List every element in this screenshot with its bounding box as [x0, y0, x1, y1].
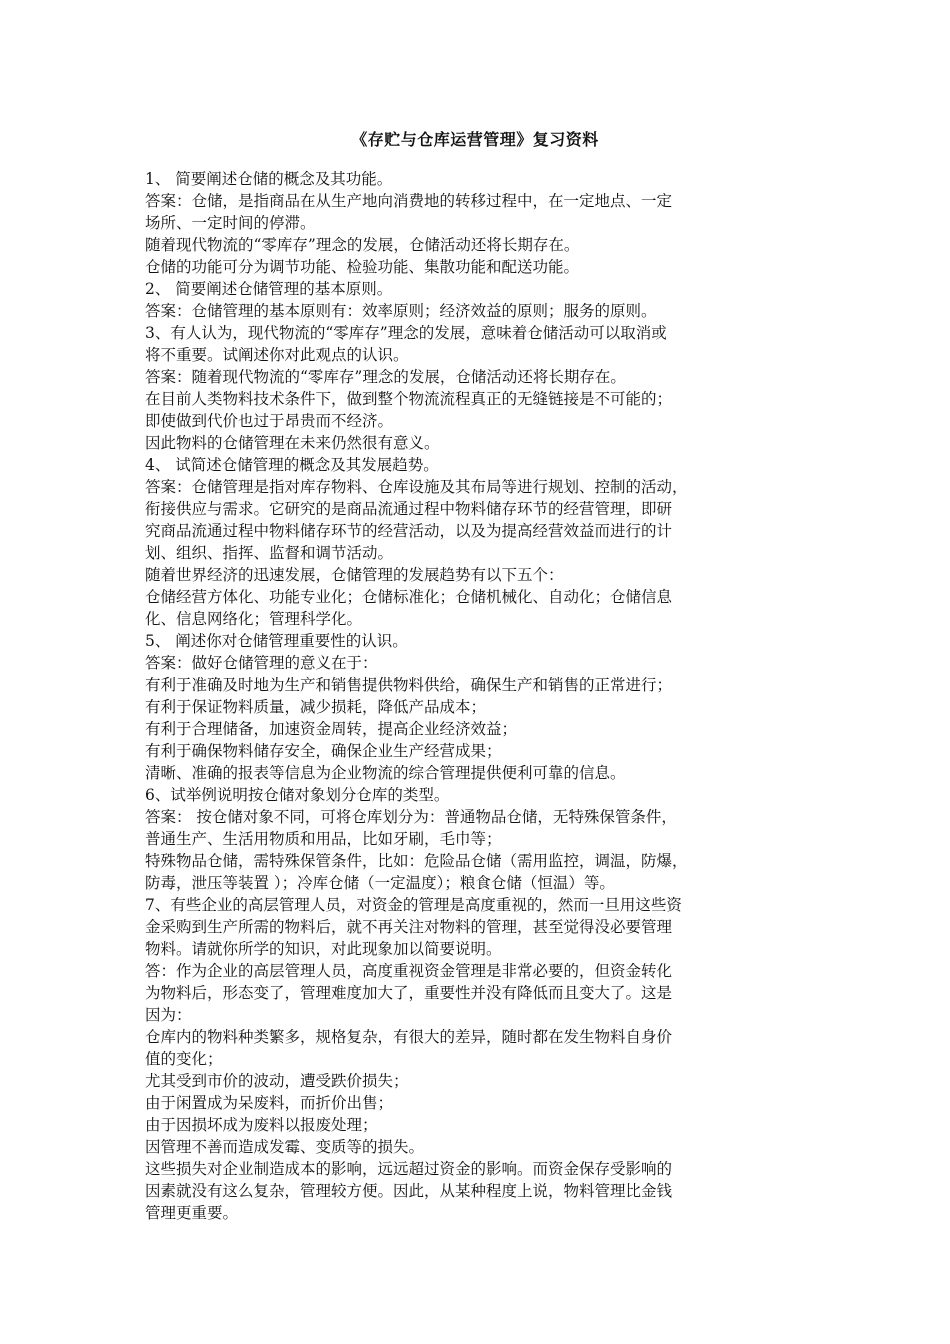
text-line: 随着世界经济的迅速发展，仓储管理的发展趋势有以下五个：	[145, 566, 564, 584]
text-line: 清晰、准确的报表等信息为企业物流的综合管理提供便利可靠的信息。	[145, 764, 626, 782]
text-line: 5、 阐述你对仓储管理重要性的认识。	[145, 632, 408, 650]
text-line: 究商品流通过程中物料储存环节的经营活动，以及为提高经营效益而进行的计	[145, 522, 673, 540]
text-line: 金采购到生产所需的物料后，就不再关注对物料的管理，甚至觉得没必要管理	[145, 918, 673, 936]
text-line: 答：作为企业的高层管理人员，高度重视资金管理是非常必要的，但资金转化	[145, 962, 673, 980]
document-title: 《存贮与仓库运营管理》复习资料	[351, 130, 599, 149]
text-line: 随着现代物流的“零库存”理念的发展，仓储活动还将长期存在。	[145, 236, 580, 254]
text-line: 3、有人认为，现代物流的“零库存”理念的发展，意味着仓储活动可以取消或	[145, 324, 667, 342]
text-line: 尤其受到市价的波动，遭受跌价损失；	[145, 1072, 409, 1090]
text-line: 因为：	[145, 1006, 192, 1024]
text-line: 化、信息网络化；管理科学化。	[145, 610, 363, 628]
text-line: 普通生产、生活用物质和用品，比如牙刷，毛巾等；	[145, 830, 502, 848]
text-line: 6、试举例说明按仓储对象划分仓库的类型。	[145, 786, 450, 804]
text-line: 有利于保证物料质量，减少损耗，降低产品成本；	[145, 698, 487, 716]
text-line: 特殊物品仓储，需特殊保管条件，比如：危险品仓储（需用监控，调温，防爆，	[145, 852, 688, 870]
text-line: 仓储经营方体化、功能专业化；仓储标准化；仓储机械化、自动化；仓储信息	[145, 588, 673, 606]
text-line: 管理更重要。	[145, 1204, 239, 1222]
text-line: 答案：仓储，是指商品在从生产地向消费地的转移过程中，在一定地点、一定	[145, 192, 673, 210]
text-line: 7、有些企业的高层管理人员，对资金的管理是高度重视的，然而一旦用这些资	[145, 896, 682, 914]
text-line: 物料。请就你所学的知识，对此现象加以简要说明。	[145, 940, 502, 958]
text-line: 仓储的功能可分为调节功能、检验功能、集散功能和配送功能。	[145, 258, 580, 276]
text-line: 有利于确保物料储存安全，确保企业生产经营成果；	[145, 742, 502, 760]
text-line: 1、 简要阐述仓储的概念及其功能。	[145, 170, 393, 188]
text-line: 衔接供应与需求。它研究的是商品流通过程中物料储存环节的经营管理，即研	[145, 500, 673, 518]
text-line: 答案： 按仓储对象不同，可将仓库划分为：普通物品仓储，无特殊保管条件，	[145, 808, 677, 826]
text-line: 由于因损坏成为废料以报废处理；	[145, 1116, 378, 1134]
text-line: 场所、一定时间的停滞。	[145, 214, 316, 232]
document-body	[145, 168, 817, 1224]
text-line: 2、 简要阐述仓储管理的基本原则。	[145, 280, 393, 298]
text-line: 答案：随着现代物流的“零库存”理念的发展，仓储活动还将长期存在。	[145, 368, 626, 386]
text-line: 有利于合理储备，加速资金周转，提高企业经济效益；	[145, 720, 518, 738]
text-line: 即使做到代价也过于昂贵而不经济。	[145, 412, 394, 430]
text-line: 仓库内的物料种类繁多，规格复杂，有很大的差异，随时都在发生物料自身价	[145, 1028, 673, 1046]
text-line: 有利于准确及时地为生产和销售提供物料供给，确保生产和销售的正常进行；	[145, 676, 673, 694]
text-line: 因管理不善而造成发霉、变质等的损失。	[145, 1138, 425, 1156]
text-line: 答案：仓储管理是指对库存物料、仓库设施及其布局等进行规划、控制的活动，	[145, 478, 688, 496]
text-line: 因素就没有这么复杂，管理较方便。因此，从某种程度上说，物料管理比金钱	[145, 1182, 673, 1200]
text-line: 答案：仓储管理的基本原则有：效率原则；经济效益的原则；服务的原则。	[145, 302, 657, 320]
text-line: 将不重要。试阐述你对此观点的认识。	[145, 346, 409, 364]
text-line: 值的变化；	[145, 1050, 223, 1068]
text-line: 为物料后，形态变了，管理难度加大了，重要性并没有降低而且变大了。这是	[145, 984, 673, 1002]
text-line: 防毒，泄压等装置 ）；冷库仓储（一定温度）；粮食仓储（恒温）等。	[145, 874, 615, 892]
text-line: 在目前人类物料技术条件下，做到整个物流流程真正的无缝链接是不可能的；	[145, 390, 673, 408]
text-line: 答案：做好仓储管理的意义在于：	[145, 654, 378, 672]
text-line: 4、 试简述仓储管理的概念及其发展趋势。	[145, 456, 439, 474]
text-line: 因此物料的仓储管理在未来仍然很有意义。	[145, 434, 440, 452]
text-line: 划、组织、指挥、监督和调节活动。	[145, 544, 394, 562]
text-line: 这些损失对企业制造成本的影响，远远超过资金的影响。而资金保存受影响的	[145, 1160, 673, 1178]
text-line: 由于闲置成为呆废料，而折价出售；	[145, 1094, 394, 1112]
